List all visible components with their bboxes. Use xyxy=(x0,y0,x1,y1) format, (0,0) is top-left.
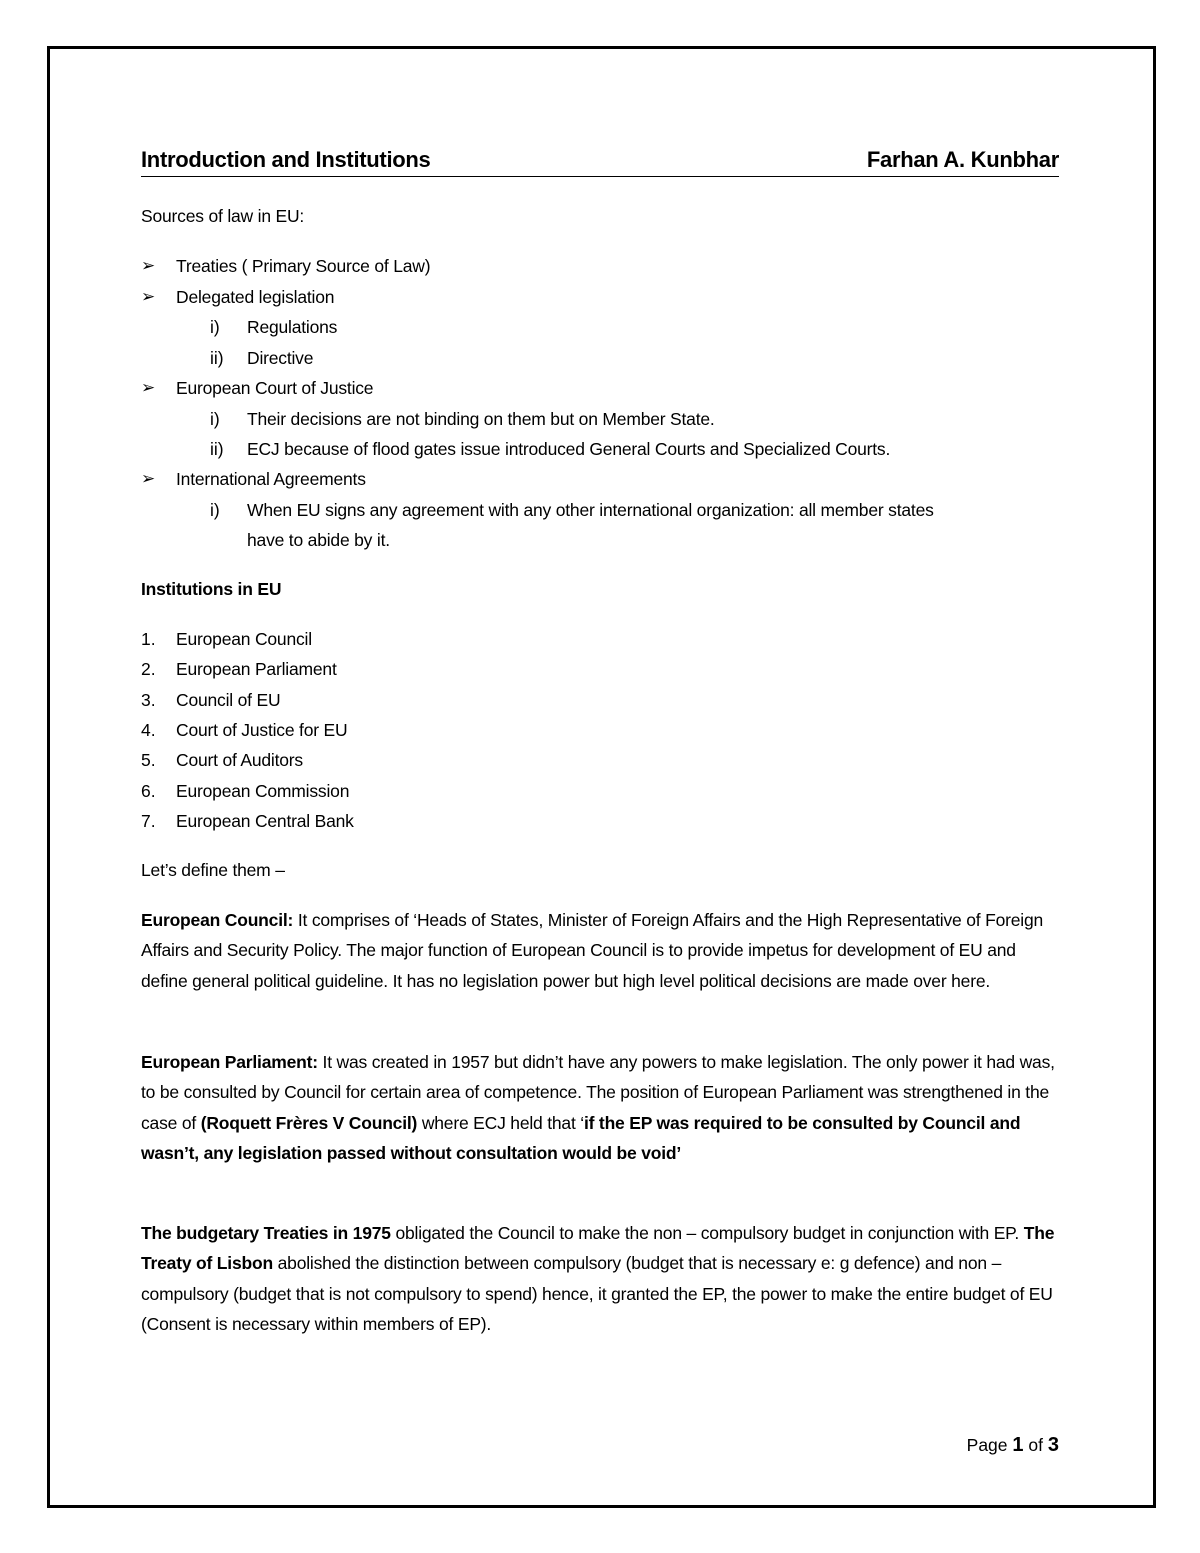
european-council-paragraph xyxy=(141,905,1061,996)
case-name: (Roquett Frères V Council) xyxy=(200,1112,418,1133)
sub-list-marker: i) xyxy=(210,500,220,520)
total-page-count: 3 xyxy=(1047,1434,1059,1456)
sub-list-item: Their decisions are not binding on them but on Member State. xyxy=(247,409,715,429)
arrow-bullet-icon: ➢ xyxy=(141,256,156,275)
term-label: European Parliament: xyxy=(141,1052,318,1072)
arrow-bullet-icon: ➢ xyxy=(141,469,156,488)
list-item: European Court of Justice xyxy=(176,378,374,398)
document-author: Farhan A. Kunbhar xyxy=(866,147,1059,172)
list-item: International Agreements xyxy=(176,469,366,489)
current-page-number: 1 xyxy=(1012,1434,1024,1456)
list-item: Treaties ( Primary Source of Law) xyxy=(176,256,431,276)
term-label: European Council: xyxy=(141,910,294,930)
list-item: European Parliament xyxy=(176,659,337,679)
bold-phrase: The Treaty of Lisbon xyxy=(141,1223,1055,1274)
page-footer xyxy=(967,1430,1059,1460)
bold-phrase: The budgetary Treaties in 1975 xyxy=(141,1223,391,1243)
define-intro: Let’s define them – xyxy=(141,860,285,880)
paragraph-text: where ECJ held that ‘ xyxy=(417,1112,584,1133)
arrow-bullet-icon: ➢ xyxy=(141,287,156,306)
arrow-bullet-icon: ➢ xyxy=(141,378,156,397)
list-number: 3. xyxy=(141,690,156,710)
european-parliament-paragraph xyxy=(141,1047,1061,1168)
paragraph-text: obligated the Council to make the non – compulsory budget in conjunction with EP. xyxy=(390,1223,1024,1243)
list-item: European Central Bank xyxy=(176,811,354,831)
document-title: Introduction and Institutions xyxy=(141,147,431,172)
list-item: Council of EU xyxy=(176,690,281,710)
sources-heading: Sources of law in EU: xyxy=(141,206,305,226)
sub-list-item: When EU signs any agreement with any other international organization: all member states xyxy=(247,500,934,520)
list-number: 7. xyxy=(141,811,156,831)
list-number: 5. xyxy=(141,750,156,770)
page-word: Page xyxy=(966,1435,1008,1455)
paragraph-text: It comprises of ‘Heads of States, Minister of Foreign Affairs and the High Representative of Foreign Affairs and Security Policy. The major function of European Council is to provide impetus for development of EU and define general political guideline. It has no legislation power but high level political decisions are made over here. xyxy=(141,910,1044,991)
list-number: 1. xyxy=(141,629,156,649)
list-number: 2. xyxy=(141,659,156,679)
list-number: 6. xyxy=(141,781,156,801)
list-item: Delegated legislation xyxy=(176,287,335,307)
sub-list-item-continuation: have to abide by it. xyxy=(247,530,390,550)
institutions-heading: Institutions in EU xyxy=(141,579,282,599)
page-header xyxy=(141,146,1059,177)
sub-list-marker: ii) xyxy=(210,439,224,459)
list-item: Court of Justice for EU xyxy=(176,720,348,740)
list-item: European Council xyxy=(176,629,312,649)
list-number: 4. xyxy=(141,720,156,740)
sub-list-marker: ii) xyxy=(210,348,224,368)
sub-list-item: ECJ because of flood gates issue introduced General Courts and Specialized Courts. xyxy=(247,439,891,459)
budgetary-paragraph xyxy=(141,1218,1061,1339)
paragraph-text: abolished the distinction between compulsory (budget that is necessary e: g defence) and non – compulsory (budget that is not compulsory to spend) hence, it granted the EP, the power to make the entire budget of EU (Consent is necessary within members of EP). xyxy=(141,1253,1053,1334)
sub-list-item: Regulations xyxy=(247,317,338,337)
paragraph-text: It was created in 1957 but didn’t have any powers to make legislation. The only power it had was, to be consulted by Council for certain area of competence. The position of European Parliament was strengthened in the case of xyxy=(141,1052,1055,1133)
list-item: Court of Auditors xyxy=(176,750,303,770)
of-word: of xyxy=(1028,1435,1043,1455)
sub-list-marker: i) xyxy=(210,409,220,429)
sub-list-item: Directive xyxy=(247,348,314,368)
sub-list-marker: i) xyxy=(210,317,220,337)
list-item: European Commission xyxy=(176,781,350,801)
case-holding: if the EP was required to be consulted by Council and wasn’t, any legislation passed without consultation would be void’ xyxy=(141,1112,1021,1163)
